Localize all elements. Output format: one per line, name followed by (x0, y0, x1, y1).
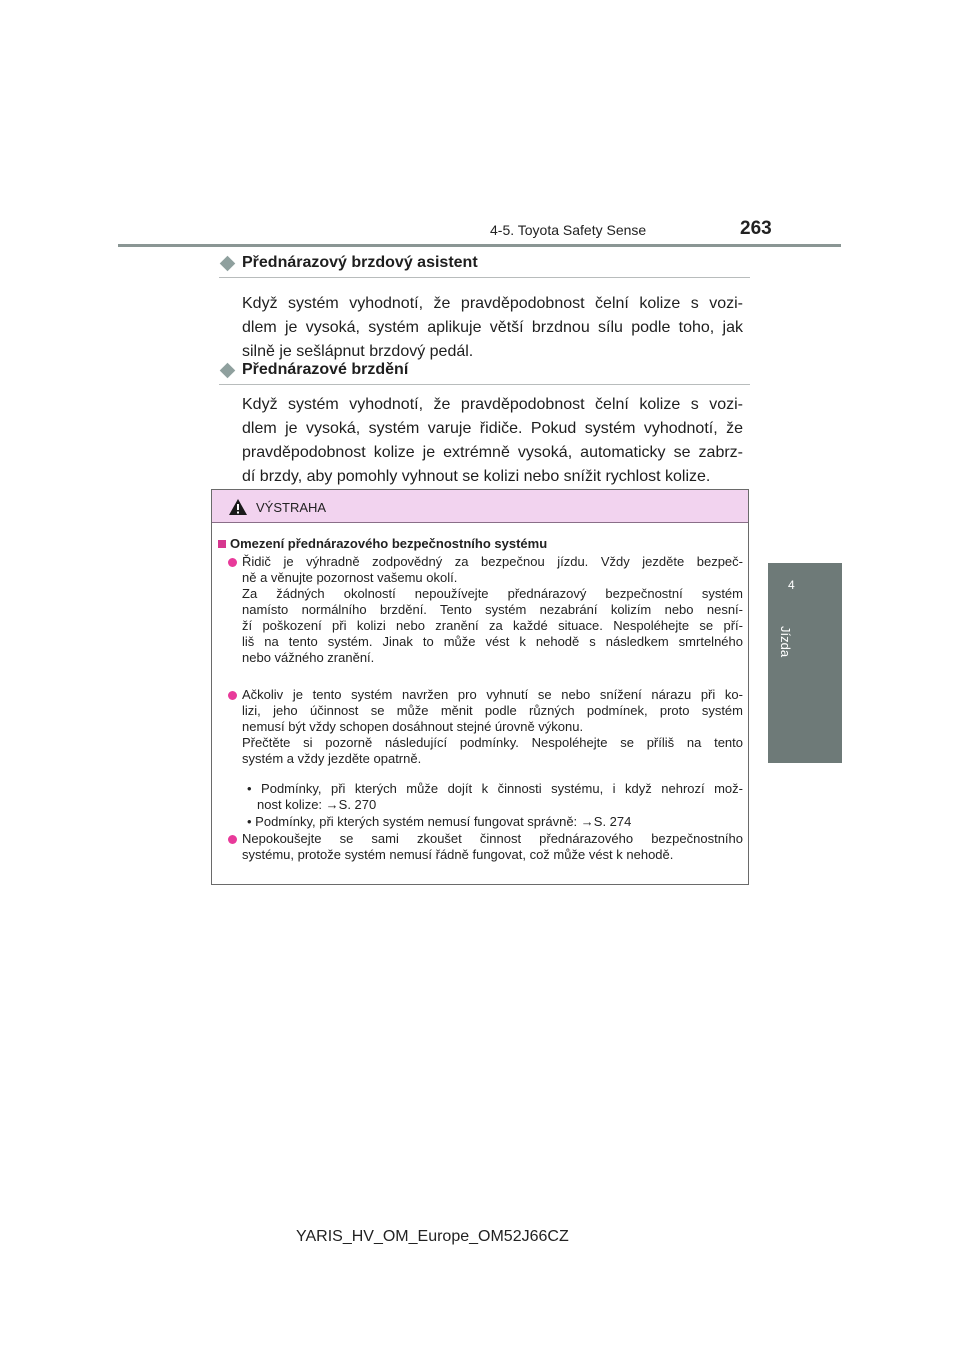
square-bullet-icon (218, 540, 226, 548)
running-header-section: 4-5. Toyota Safety Sense (490, 222, 647, 238)
section-heading-text: Přednárazové brzdění (242, 361, 409, 378)
paragraph-line: dlem je vysoká, systém varuje řidiče. Pokud systém vyhodnotí, že (242, 420, 743, 437)
section-paragraph-brake-assist (242, 292, 743, 364)
section-heading-rule (219, 277, 750, 278)
sub-bullet-conditions-activation: • Podmínky, při kterých může dojít k činnosti systému, i když nehrozí mož- (247, 781, 743, 796)
section-heading-pre-collision-braking (219, 361, 408, 379)
pink-dot-bullet-icon (228, 835, 237, 844)
warning-line: ně a věnujte pozornost vašemu okolí. (242, 570, 458, 585)
sub-bullet-conditions-activation-cont: nost kolize: →S. 270 (257, 797, 377, 812)
warning-item-3 (242, 831, 743, 863)
warning-line: lizi, jeho účinnost se může měnit podle různých podmínek, proto systém (242, 703, 743, 718)
pink-dot-bullet-icon (228, 691, 237, 700)
section-heading-text: Přednárazový brzdový asistent (242, 254, 478, 271)
warning-line: nebo vážného zranění. (242, 650, 375, 665)
warning-line: ží poškození při kolizi nebo zranění za každé situace. Nespoléhejte se pří- (242, 618, 743, 633)
chapter-label: Jízda (778, 626, 793, 658)
warning-line: systému, protože systém nemusí řádně fungovat, což může vést k nehodě. (242, 847, 674, 862)
paragraph-line: Když systém vyhodnotí, že pravděpodobnost čelní kolize s vozi- (242, 295, 743, 312)
warning-subheading-text: Omezení přednárazového bezpečnostního systému (230, 536, 548, 551)
warning-triangle-icon (228, 498, 248, 516)
paragraph-line: silně je sešlápnut brzdový pedál. (242, 343, 474, 360)
warning-box (211, 489, 749, 885)
warning-line: liš na tento systém. Jinak to může vést k nehodě s následkem smrtelného (242, 634, 743, 649)
warning-subheading (218, 536, 547, 551)
warning-line: namísto normálního brzdění. Tento systém nezabrání kolizím nebo nesní- (242, 602, 743, 617)
chapter-number: 4 (788, 578, 795, 592)
warning-line: Za žádných okolností nepoužívejte přednárazový bezpečnostní systém (242, 586, 743, 601)
diamond-bullet-icon (220, 255, 236, 271)
paragraph-line: dí brzdy, aby pomohly vyhnout se kolizi nebo snížit rychlost kolize. (242, 468, 711, 485)
section-paragraph-pre-collision-braking (242, 393, 743, 489)
chapter-side-tab (768, 563, 842, 763)
warning-line: Řidič je výhradně zodpovědný za bezpečnou jízdu. Vždy jezděte bezpeč- (242, 554, 743, 569)
paragraph-line: pravděpodobnost kolize je extrémně vysoká, automaticky se zabrz- (242, 444, 743, 461)
warning-item-1 (242, 554, 743, 666)
section-heading-brake-assist (219, 254, 478, 272)
warning-line: Ačkoliv je tento systém navržen pro vyhnutí se nebo snížení nárazu při ko- (242, 687, 743, 702)
warning-line: Přečtěte si pozorně následující podmínky. Nespoléhejte se příliš na tento (242, 735, 743, 750)
warning-item-2 (242, 687, 743, 767)
section-heading-rule (219, 384, 750, 385)
page-number: 263 (740, 218, 772, 239)
document-footer-code: YARIS_HV_OM_Europe_OM52J66CZ (296, 1228, 569, 1245)
diamond-bullet-icon (220, 362, 236, 378)
pink-dot-bullet-icon (228, 558, 237, 567)
warning-title: VÝSTRAHA (256, 500, 327, 515)
warning-header (212, 490, 748, 523)
header-divider (118, 244, 841, 247)
warning-line: systém a vždy jezděte opatrně. (242, 751, 422, 766)
warning-line: Nepokoušejte se sami zkoušet činnost přednárazového bezpečnostního (242, 831, 743, 846)
warning-line: nemusí být vždy schopen dosáhnout stejné úrovně výkonu. (242, 719, 584, 734)
paragraph-line: Když systém vyhodnotí, že pravděpodobnost čelní kolize s vozi- (242, 396, 743, 413)
paragraph-line: dlem je vysoká, systém aplikuje větší brzdnou sílu podle toho, jak (242, 319, 743, 336)
sub-bullet-conditions-malfunction: • Podmínky, při kterých systém nemusí fungovat správně: →S. 274 (247, 814, 632, 829)
